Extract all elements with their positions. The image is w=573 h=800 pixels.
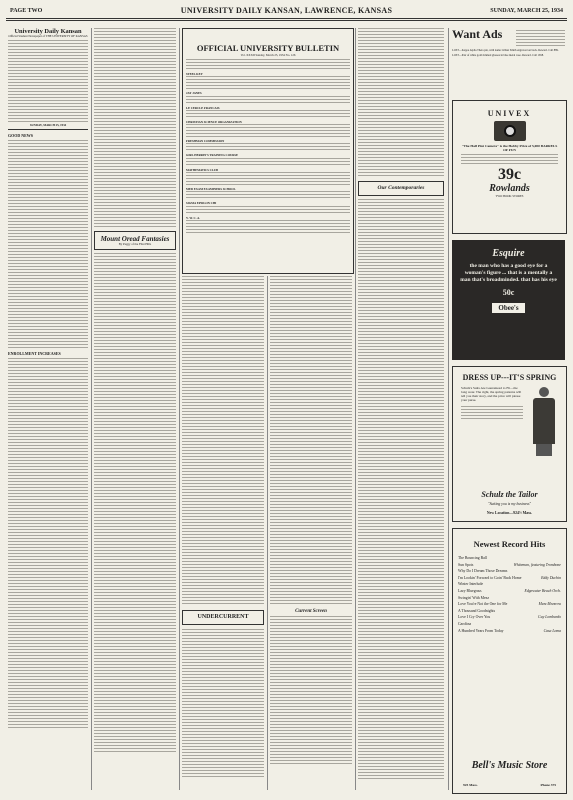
col4-lower [270, 276, 352, 766]
column-divider [267, 276, 268, 790]
masthead-notices [8, 88, 88, 122]
want-ads [452, 28, 565, 98]
bulletin-notice-body [186, 124, 350, 138]
records-ad [452, 528, 567, 794]
univex-camera: "The Half Pint Camera" is the Hobby Prize of 5,000 BARRELS OF FUN [461, 144, 558, 152]
record-song: Why Do I Dream Those Dreams [458, 569, 508, 574]
schulz-name: Schulz the Tailor [481, 490, 538, 499]
bulletin-notice-body [186, 172, 350, 186]
page-header [6, 4, 567, 18]
record-row [458, 562, 561, 569]
record-row [458, 555, 561, 562]
bulletin-notice-title: MATHEMATICS CLUB [186, 167, 218, 172]
mount-oread-body [94, 253, 176, 753]
bulletin-notice-body [186, 76, 350, 90]
suited-man-illustration [526, 387, 562, 457]
newspaper-title: UNIVERSITY DAILY KANSAN, LAWRENCE, KANSAS [180, 6, 393, 15]
schulz-details [461, 406, 523, 420]
camera-icon [494, 121, 526, 141]
bulletin-notice-body [186, 158, 350, 167]
mount-oread-title: Mount Oread Fantasies [100, 235, 170, 243]
bulletin-notice-body [186, 206, 350, 215]
record-song: I'm Lookin' Forward to Goin' Back Home [458, 575, 522, 580]
records-title: Newest Record Hits [473, 539, 546, 549]
bells-logo: Bell's Music Store [471, 760, 548, 771]
rowlands-sub: TWO BOOK STORES [495, 194, 524, 198]
record-row [458, 568, 561, 575]
contemporaries-box [358, 181, 444, 196]
bulletin-notices [183, 73, 353, 234]
univex-description [461, 154, 558, 164]
col4-text [270, 276, 352, 606]
col5 [358, 28, 444, 779]
bulletin-notice-body [186, 96, 350, 105]
masthead-rule [8, 129, 88, 130]
esquire-tagline: the man who has a good eye for a woman's figure ... that is a mentally a man that's broadminded. that has his eye [460, 263, 557, 283]
record-row [458, 581, 561, 588]
header-date: SUNDAY, MARCH 25, 1934 [490, 8, 563, 14]
bulletin-notice-title: Y. W. C. A. [186, 215, 200, 220]
schulz-body: Schulz's Suits Are Guaranteed to Fit—the long wear. The right, the spring patterns will tell you their story, and the price will please your purse. [461, 386, 522, 402]
header-rule [6, 18, 567, 19]
bulletin-notice-title: SIGMA EPSILON CHI [186, 201, 217, 206]
bulletin-notice-title: STEEL KEY [186, 72, 203, 76]
current-screen-body [270, 616, 352, 766]
column-divider [355, 28, 356, 790]
official-bulletin [182, 28, 354, 274]
record-row [458, 595, 561, 602]
bulletin-notice-title: MED EXAM EXAMINERS SCHOOL [186, 187, 236, 192]
undercurrent-box [182, 610, 264, 625]
rowlands-logo: Rowlands [489, 183, 530, 194]
record-artist: Eddy Duchin [541, 575, 561, 580]
record-row [458, 614, 561, 621]
bulletin-preamble [186, 59, 350, 71]
editorial-body-1 [8, 140, 88, 348]
mount-oread-header [94, 231, 176, 250]
bells-phone: Phone 375 [540, 783, 556, 787]
record-artist: Edgewater Beach Orch. [524, 588, 561, 593]
bulletin-notice-body [186, 191, 350, 200]
bulletin-notice-title: GIRL HERRIN'S TRAINING COURSE [186, 153, 239, 158]
editorial-column [8, 28, 88, 728]
bulletin-notice-title: LE CERCLE FRANCAIS [186, 105, 220, 110]
record-song: Sun Spots [458, 562, 474, 567]
editorial-title-2: ENROLLMENT INCREASES [8, 351, 61, 357]
undercurrent-title: UNDERCURRENT [197, 614, 249, 620]
schulz-headline: DRESS UP---IT'S SPRING [462, 373, 557, 382]
column-divider [91, 28, 92, 790]
esquire-ad [452, 240, 565, 360]
bulletin-notice-title: FRESHMAN COMMISSION [186, 139, 225, 144]
mount-oread-byline: By Peggy of the Flint Hills [118, 242, 152, 246]
col3-lower [182, 276, 264, 779]
want-ads-rates [516, 30, 565, 48]
record-row [458, 628, 561, 635]
schulz-motto: "Suiting you is my business" [487, 502, 532, 506]
records-list [458, 555, 561, 634]
record-row [458, 588, 561, 595]
record-row [458, 608, 561, 615]
current-screen-title: Current Screen [295, 609, 327, 614]
obees-logo: Obee's [492, 303, 524, 313]
esquire-logo: Esquire [492, 248, 525, 259]
masthead-staff-list [8, 40, 88, 86]
masthead-subtitle: Official Student Newspaper of THE UNIVERSITY OF KANSAS [8, 34, 88, 38]
record-row [458, 575, 561, 582]
bulletin-notice-title: CHRISTIAN SCIENCE ORGANIZATION [186, 119, 242, 124]
record-row [458, 621, 561, 628]
col3-text [182, 276, 264, 606]
univex-ad [452, 100, 567, 234]
schulz-address: New Location—924½ Mass. [486, 511, 533, 515]
bulletin-notice-body [186, 143, 350, 152]
newspaper-page [6, 4, 567, 796]
contemporaries-title: Our Contemporaries [377, 185, 425, 191]
bulletin-notice-body [186, 220, 350, 234]
record-song: A Thousand Goodnights [458, 608, 496, 613]
header-rule-2 [6, 20, 567, 21]
masthead-date: SUNDAY, MARCH 25, 1934 [29, 123, 67, 128]
want-ads-title: Want Ads [452, 27, 503, 41]
record-song: Love You're Not the One for Me [458, 602, 508, 607]
editorial-body-2 [8, 358, 88, 728]
page-number: PAGE TWO [10, 8, 43, 14]
record-song: Carolina [458, 621, 472, 626]
column-divider [179, 28, 180, 790]
record-artist: Casa Loma [543, 628, 561, 633]
record-song: Winter Interlude [458, 582, 484, 587]
undercurrent-body [182, 629, 264, 779]
mid-column [94, 28, 176, 753]
bulletin-title: OFFICIAL UNIVERSITY BULLETIN [196, 43, 340, 53]
record-artist: Guy Lombardo [538, 615, 561, 620]
record-song: The Bouncing Ball [458, 556, 487, 560]
mid-column-text-top [94, 28, 176, 228]
record-song: Lazy Bluegrass [458, 588, 482, 593]
esquire-price: 50c [502, 288, 515, 297]
column-divider [448, 28, 449, 790]
want-ads-lost-1: LOST—Kappa Alpha Theta pin, with name Lillian Smith engraved on back. Reward. Call 889. [452, 49, 559, 52]
record-artist: Whiteman, featuring Trombone [513, 562, 561, 567]
masthead-title: University Daily Kansan [14, 28, 82, 35]
editorial-title-1: GOOD NEWS [8, 133, 34, 139]
record-song: Swingin' With Mezz [458, 595, 490, 600]
univex-price: 39c [497, 166, 522, 183]
want-ads-lost-2: LOST—Pair of white gold rimmed glasses in blue metal case. Reward. Call 1658. [452, 54, 544, 58]
record-song: A Hundred Years From Today [458, 628, 504, 633]
bulletin-notice-body [186, 110, 350, 119]
bulletin-vol-line: Vol. XXXII Sunday, March 25, 1934 No. 126 [240, 53, 296, 57]
contemporaries-body [358, 199, 444, 779]
bells-address: 925 Mass. [463, 783, 478, 787]
col5-text-top [358, 28, 444, 178]
record-song: Love I Cry Over You [458, 615, 491, 620]
univex-brand: UNIVEX [487, 109, 532, 118]
bulletin-notice-title: JAY JANES [186, 91, 202, 96]
record-row [458, 601, 561, 608]
schulz-ad [452, 366, 567, 522]
record-artist: Mezz Mezzrow [538, 602, 561, 607]
